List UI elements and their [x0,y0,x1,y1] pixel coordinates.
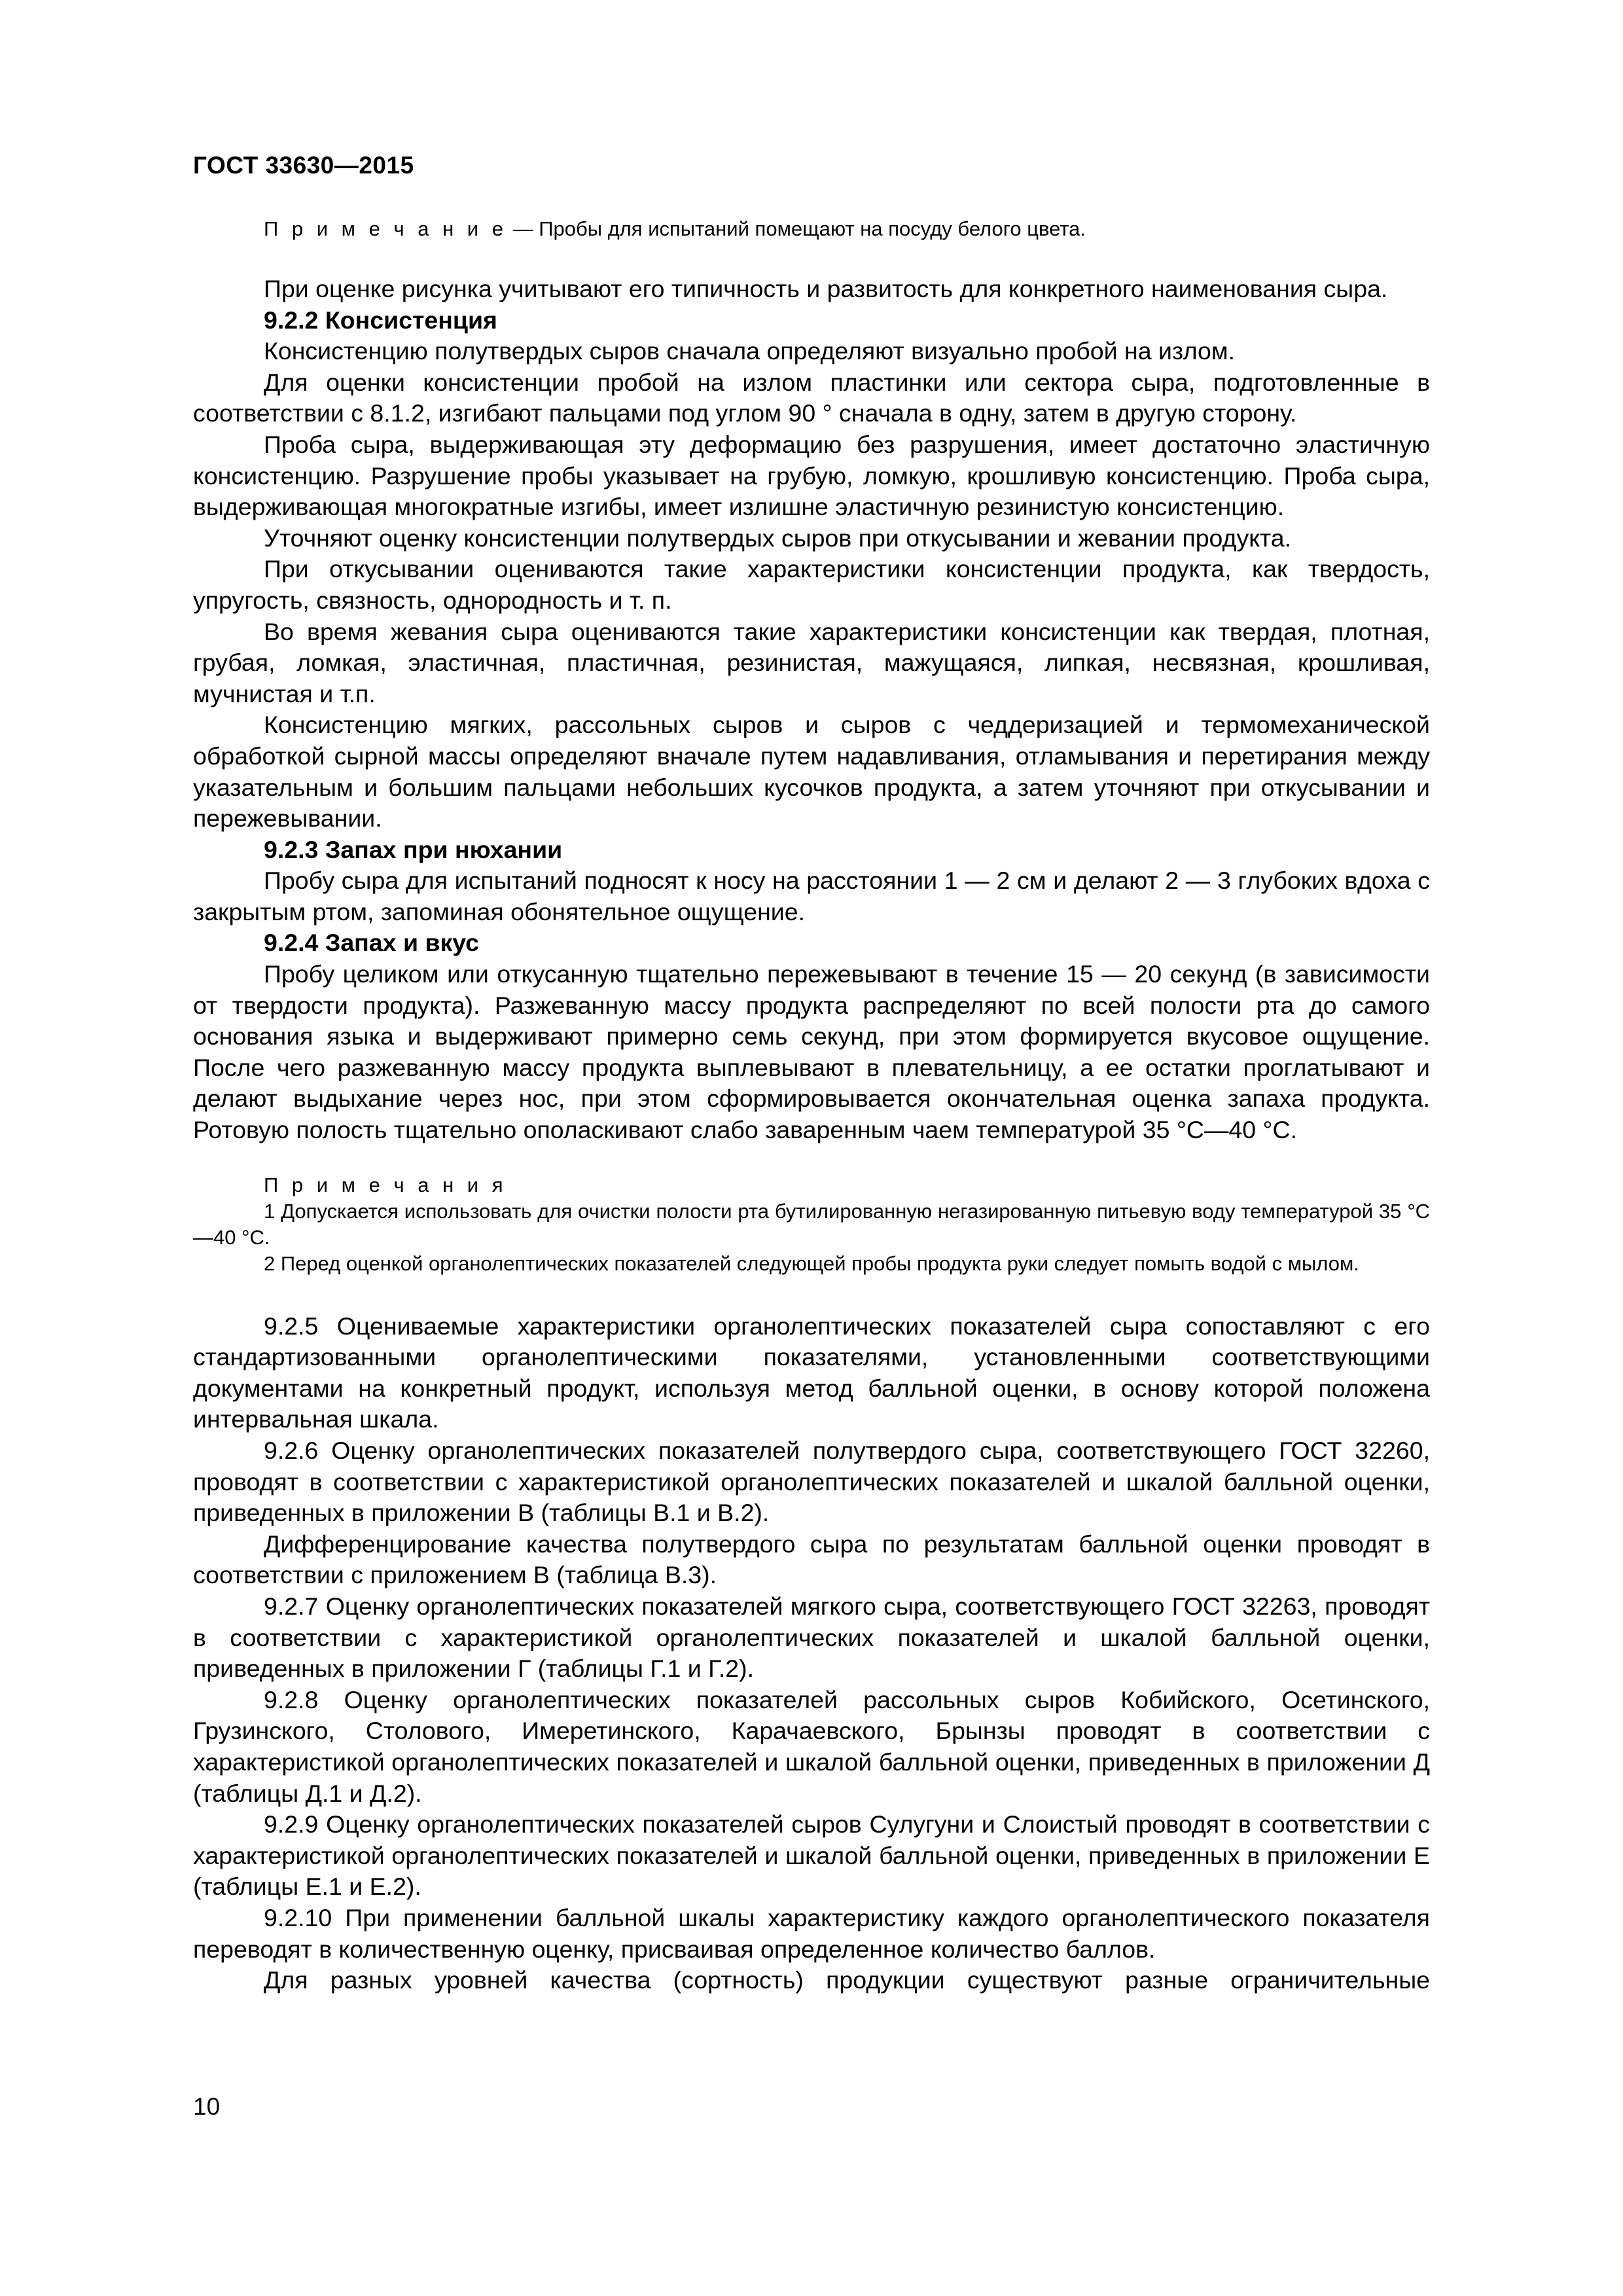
paragraph: 9.2.5 Оцениваемые характеристики органолептических показателей сыра сопоставляют с его стандартизованными органолептическими показателями, установленными соответствующими документами на конкретный продукт, используя метод балльной оценки, в основу которой положена интервальная шкала. [193,1312,1430,1433]
note-item: 1 Допускается использовать для очистки полости рта бутилированную негазированную питьевую воду температурой 35 °C—40 °C. [193,1199,1430,1249]
paragraph: Уточняют оценку консистенции полутвердых сыров при откусывании и жевании продукта. [264,524,1292,552]
notes-block [193,1172,1430,1277]
top-note [264,216,1086,242]
paragraph: 9.2.10 При применении балльной шкалы характеристику каждого органолептического показателя переводят в количественную оценку, присваивая определенное количество баллов. [193,1903,1430,1963]
paragraph: Пробу целиком или откусанную тщательно пережевывают в течение 15 — 20 секунд (в зависимости от твердости продукта). Разжеванную массу продукта распределяют по всей полости рта до самого основания языка и выдерживают примерно семь секунд, при этом формируется вкусовое ощущение. После чего разжеванную массу продукта выплевывают в плевательницу, а ее остатки проглатывают и делают выдыхание через нос, при этом сформировывается окончательная оценка запаха продукта. Ротовую полость тщательно ополаскивают слабо заваренным чаем температурой 35 °C—40 °C. [193,960,1430,1144]
note-item: 2 Перед оценкой органолептических показателей следующей пробы продукта руки следует помыть водой с мылом. [264,1251,1359,1275]
paragraph: При оценке рисунка учитывают его типичность и развитость для конкретного наименования сыра. [264,275,1388,302]
paragraph: 9.2.8 Оценку органолептических показателей рассольных сыров Кобийского, Осетинского, Грузинского, Столового, Имеретинского, Карачаевского, Брынзы проводят в соответствии с характеристикой органолептических показателей и шкалой балльной оценки, приведенных в приложении Д (таблицы Д.1 и Д.2). [193,1685,1430,1807]
paragraph: При откусывании оцениваются такие характеристики консистенции продукта, как твердость, упругость, связность, однородность и т. п. [193,555,1430,614]
section-heading: 9.2.3 Запах при нюхании [264,835,563,863]
paragraph: Проба сыра, выдерживающая эту деформацию без разрушения, имеет достаточно эластичную консистенцию. Разрушение пробы указывает на грубую, ломкую, крошливую консистенцию. Проба сыра, выдерживающая многократные изгибы, имеет излишне эластичную резинистую консистенцию. [193,430,1430,521]
top-note-text: — Пробы для испытаний помещают на посуду белого цвета. [507,217,1086,240]
paragraph-continued: Для разных уровней качества (сортность) продукции существуют разные ограничительные [264,1966,1430,1994]
top-note-label: П р и м е ч а н и е [264,217,507,240]
paragraph: 9.2.9 Оценку органолептических показателей сыров Сулугуни и Слоистый проводят в соответствии с характеристикой органолептических показателей и шкалой балльной оценки, приведенных в приложении Е (таблицы Е.1 и Е.2). [193,1810,1430,1901]
paragraph: 9.2.6 Оценку органолептических показателей полутвердого сыра, соответствующего ГОСТ 32260, проводят в соответствии с характеристикой органолептических показателей и шкалой балльной оценки, приведенных в приложении В (таблицы В.1 и В.2). [193,1437,1430,1527]
paragraph: Консистенцию полутвердых сыров сначала определяют визуально пробой на излом. [264,337,1236,365]
paragraph: Дифференцирование качества полутвердого сыра по результатам балльной оценки проводят в соответствии с приложением В (таблица В.3). [193,1530,1430,1589]
page-number: 10 [193,2093,221,2120]
document-code-header: ГОСТ 33630—2015 [193,152,414,179]
paragraph: 9.2.7 Оценку органолептических показателей мягкого сыра, соответствующего ГОСТ 32263, проводят в соответствии с характеристикой органолептических показателей и шкалой балльной оценки, приведенных в приложении Г (таблицы Г.1 и Г.2). [193,1592,1430,1683]
section-heading: 9.2.4 Запах и вкус [264,929,480,957]
document-body [193,274,1430,1996]
notes-title: П р и м е ч а н и я [264,1173,507,1196]
section-paragraphs [193,274,1430,1146]
paragraph: Для оценки консистенции пробой на излом пластинки или сектора сыра, подготовленные в соответствии с 8.1.2, изгибают пальцами под углом 90 ° сначала в одну, затем в другую сторону. [193,368,1430,427]
paragraph: Пробу сыра для испытаний подносят к носу на расстоянии 1 — 2 см и делают 2 — 3 глубоких вдоха с закрытым ртом, запоминая обонятельное ощущение. [193,867,1430,925]
paragraphs-after-notes [193,1311,1430,1996]
paragraph: Консистенцию мягких, рассольных сыров и сыров с чеддеризацией и термомеханической обработкой сырной массы определяют вначале путем надавливания, отламывания и перетирания между указательным и большим пальцами небольших кусочков продукта, а затем уточняют при откусывании и пережевывании. [193,711,1430,833]
paragraph: Во время жевания сыра оцениваются такие характеристики консистенции как твердая, плотная, грубая, ломкая, эластичная, пластичная, резинистая, мажущаяся, липкая, несвязная, крошливая, мучнистая и т.п. [193,617,1430,708]
section-heading: 9.2.2 Консистенция [264,306,497,334]
